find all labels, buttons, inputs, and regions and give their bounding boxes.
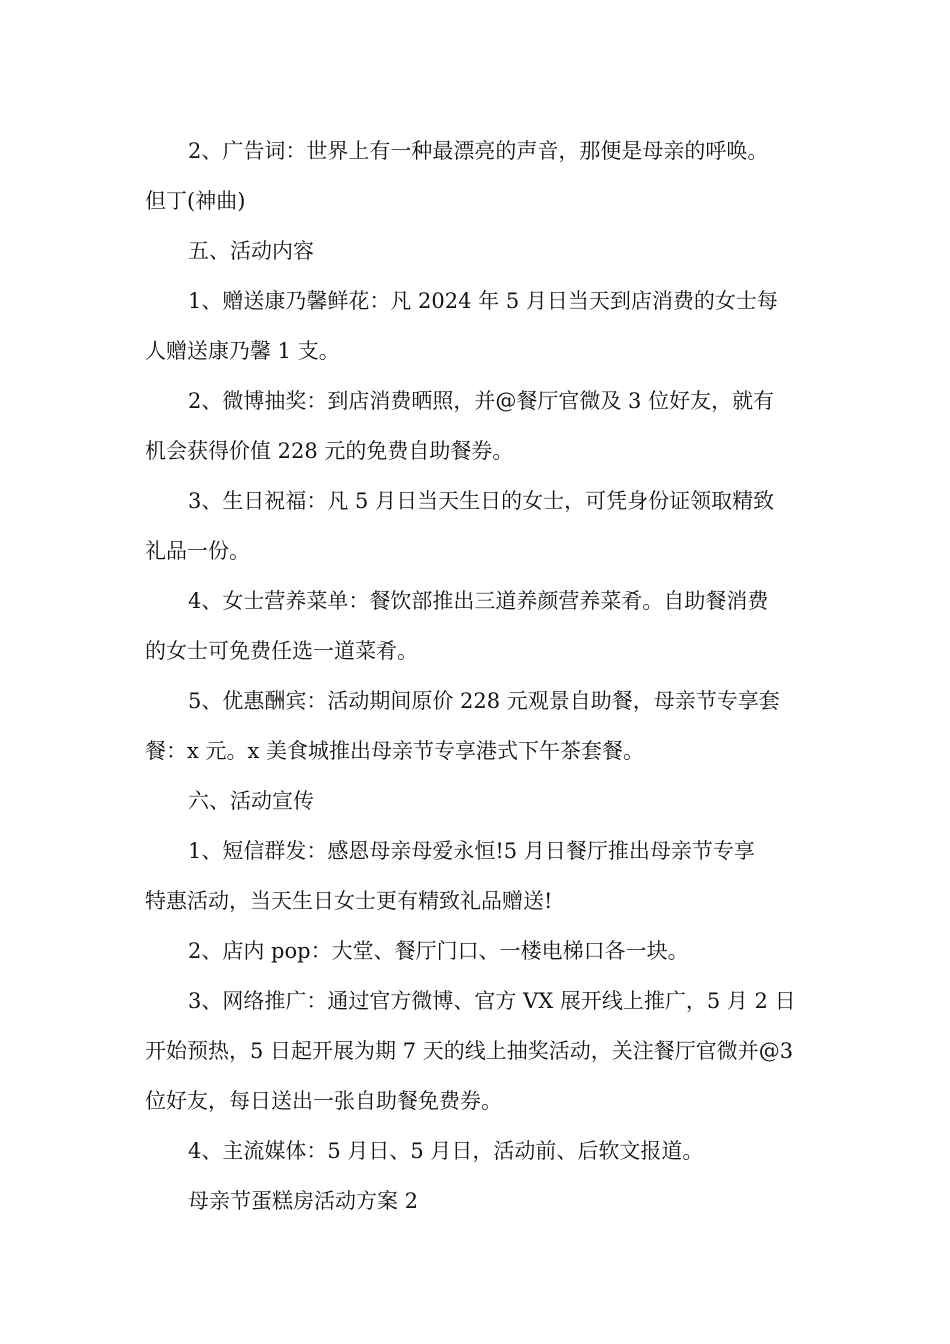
text-line-item-2-cont: 机会获得价值 228 元的免费自助餐券。 (145, 439, 514, 463)
text-line-ad-slogan-cont: 但丁(神曲) (145, 189, 246, 213)
section-heading-activity-content: 五、活动内容 (188, 239, 314, 263)
text-line-item-2: 2、微博抽奖：到店消费晒照，并@餐厅官微及 3 位好友，就有 (188, 389, 775, 413)
text-line-promo-3: 3、网络推广：通过官方微博、官方 VX 展开线上推广，5 月 2 日 (188, 989, 796, 1013)
text-line-item-1: 1、赠送康乃馨鲜花：凡 2024 年 5 月日当天到店消费的女士每 (188, 289, 778, 313)
text-line-item-5: 5、优惠酬宾：活动期间原价 228 元观景自助餐，母亲节专享套 (188, 689, 780, 713)
text-line-promo-3-cont: 开始预热，5 日起开展为期 7 天的线上抽奖活动，关注餐厅官微并@3 (145, 1039, 794, 1063)
text-line-item-5-cont: 餐：x 元。x 美食城推出母亲节专享港式下午茶套餐。 (145, 739, 645, 763)
text-line-promo-3-cont2: 位好友，每日送出一张自助餐免费券。 (145, 1089, 502, 1113)
text-line-promo-1: 1、短信群发：感恩母亲母爱永恒!5 月日餐厅推出母亲节专享 (188, 839, 755, 863)
text-line-item-4: 4、女士营养菜单：餐饮部推出三道养颜营养菜肴。自助餐消费 (188, 589, 769, 613)
text-line-item-4-cont: 的女士可免费任选一道菜肴。 (145, 639, 418, 663)
text-line-item-3: 3、生日祝福：凡 5 月日当天生日的女士，可凭身份证领取精致 (188, 489, 775, 513)
text-line-item-3-cont: 礼品一份。 (145, 539, 250, 563)
text-line-item-1-cont: 人赠送康乃馨 1 支。 (145, 339, 340, 363)
text-line-promo-1-cont: 特惠活动，当天生日女士更有精致礼品赠送! (145, 889, 553, 913)
text-line-ad-slogan: 2、广告词：世界上有一种最漂亮的声音，那便是母亲的呼唤。 (188, 139, 769, 163)
document-title-plan-2: 母亲节蛋糕房活动方案 2 (188, 1189, 419, 1213)
text-line-promo-4: 4、主流媒体：5 月日、5 月日，活动前、后软文报道。 (188, 1139, 704, 1163)
text-line-promo-2: 2、店内 pop：大堂、餐厅门口、一楼电梯口各一块。 (188, 939, 689, 963)
section-heading-promotion: 六、活动宣传 (188, 789, 314, 813)
